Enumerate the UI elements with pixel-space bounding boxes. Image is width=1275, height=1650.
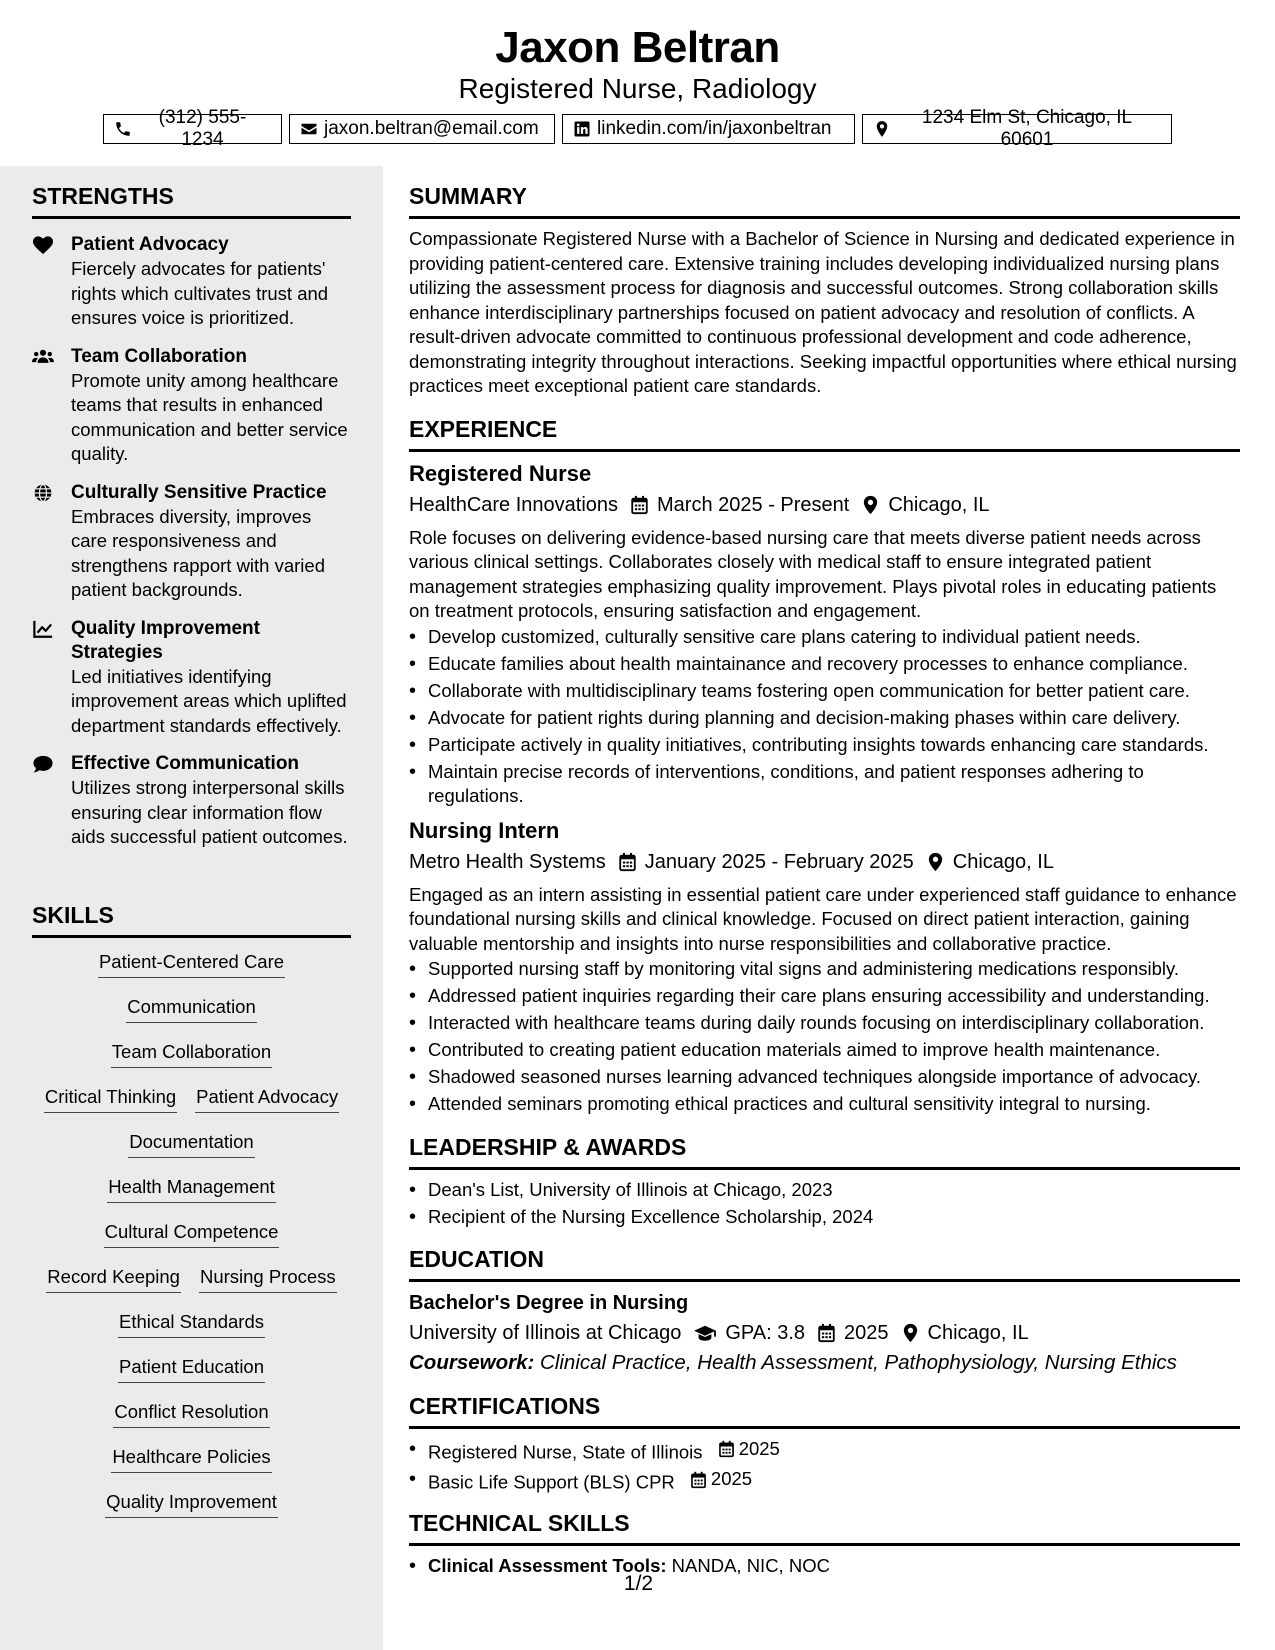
- job-company: Metro Health Systems: [409, 850, 606, 873]
- skill-tag: Patient Education: [118, 1355, 265, 1383]
- strength-desc: Led initiatives identifying improvement areas which uplifted department standards effectively.: [71, 665, 347, 736]
- graduation-year: 2025: [844, 1322, 889, 1344]
- skill-tag: Conflict Resolution: [113, 1400, 269, 1428]
- job-bullet: • Addressed patient inquiries regarding their care plans ensuring accessibility and understanding.: [409, 984, 1240, 1009]
- summary-section: [409, 182, 1240, 399]
- strength-title: Patient Advocacy: [71, 234, 229, 255]
- strengths-section: [32, 182, 351, 850]
- contact-bar: [0, 107, 1275, 150]
- skill-tag: Patient-Centered Care: [98, 950, 285, 978]
- skill-tag: Communication: [126, 995, 257, 1023]
- calendar-icon: [618, 852, 637, 872]
- coursework-label: Coursework:: [409, 1351, 535, 1374]
- certification-year: 2025: [738, 1438, 780, 1459]
- job-title: Registered Nurse: [409, 460, 592, 486]
- job-bullet: • Educate families about health maintainance and recovery processes to enhance compliance.: [409, 652, 1240, 677]
- job-entry: [409, 817, 1240, 1117]
- certification-item: [409, 1467, 1240, 1495]
- globe-icon: [32, 483, 54, 503]
- job-meta: [409, 847, 1240, 877]
- skill-tag: Health Management: [107, 1175, 276, 1203]
- skill-tag: Ethical Standards: [118, 1310, 265, 1338]
- job-bullet: • Develop customized, culturally sensitive care plans catering to individual patient needs.: [409, 625, 1240, 650]
- skills-list: [32, 950, 351, 1535]
- job-bullet: • Advocate for patient rights during planning and decision-making phases within care delivery.: [409, 706, 1240, 731]
- job-bullet: • Shadowed seasoned nurses learning advanced techniques alongside importance of advocacy.: [409, 1065, 1240, 1090]
- skill-tag: Nursing Process: [199, 1265, 337, 1293]
- certifications-section: [409, 1392, 1240, 1495]
- address-text: 1234 Elm St, Chicago, IL 60601: [921, 107, 1133, 150]
- page-number-text: 1/2: [623, 1572, 654, 1595]
- graduation-cap-icon: [693, 1323, 717, 1343]
- map-pin-icon: [861, 495, 880, 515]
- technical-skills-section: [409, 1509, 1240, 1579]
- skill-tag: Team Collaboration: [111, 1040, 272, 1068]
- contact-email[interactable]: [289, 114, 555, 144]
- calendar-icon: [817, 1323, 836, 1343]
- education-heading: EDUCATION: [409, 1245, 1240, 1282]
- calendar-icon: [690, 1471, 707, 1489]
- contact-address[interactable]: [862, 107, 1172, 150]
- skill-tag: Patient Advocacy: [195, 1085, 339, 1113]
- skill-tag: Critical Thinking: [44, 1085, 177, 1113]
- skill-tag: Healthcare Policies: [111, 1445, 271, 1473]
- resume-header: [0, 0, 1275, 166]
- strength-title: Team Collaboration: [71, 345, 247, 367]
- job-bullet: • Supported nursing staff by monitoring vital signs and administering medications responsibly.: [409, 957, 1240, 982]
- technical-skill-label: Clinical Assessment Tools:: [428, 1555, 667, 1576]
- leadership-section: [409, 1133, 1240, 1230]
- candidate-title: Registered Nurse, Radiology: [458, 73, 817, 104]
- certification-name: Basic Life Support (BLS) CPR: [428, 1471, 675, 1493]
- contact-phone[interactable]: [103, 107, 282, 150]
- job-meta: [409, 490, 1240, 520]
- certification-year: 2025: [710, 1468, 753, 1490]
- map-pin-icon: [901, 1323, 920, 1343]
- strength-item: [32, 617, 351, 739]
- users-icon: [32, 347, 54, 367]
- job-bullet: • Collaborate with multidisciplinary teams fostering open communication for better patient care.: [409, 679, 1240, 704]
- skill-tag: Cultural Competence: [104, 1220, 280, 1248]
- candidate-name: Jaxon Beltran: [495, 23, 780, 72]
- job-location: Chicago, IL: [888, 493, 990, 516]
- leadership-item: • Recipient of the Nursing Excellence Scholarship, 2024: [409, 1205, 1240, 1230]
- strength-desc: Utilizes strong interpersonal skills ensuring clear information flow aids successful patient outcomes.: [71, 777, 348, 847]
- job-bullet: • Contributed to creating patient education materials aimed to improve health maintenance.: [409, 1038, 1240, 1063]
- map-pin-icon: [926, 852, 945, 872]
- envelope-icon: [300, 120, 318, 138]
- skill-tag: Quality Improvement: [105, 1490, 278, 1518]
- contact-linkedin[interactable]: [562, 114, 855, 144]
- job-company: HealthCare Innovations: [409, 493, 619, 516]
- coursework: [409, 1348, 1240, 1378]
- skills-section: [32, 901, 351, 1535]
- phone-icon: [114, 120, 132, 138]
- map-pin-icon: [873, 120, 891, 138]
- strength-item: [32, 233, 351, 331]
- job-location: Chicago, IL: [952, 850, 1054, 873]
- strength-item: [32, 345, 351, 467]
- strength-desc: Promote unity among healthcare teams that results in enhanced communication and better service quality.: [71, 369, 348, 464]
- experience-heading: EXPERIENCE: [409, 415, 1240, 452]
- job-bullets: [409, 957, 1240, 1117]
- strength-item: [32, 752, 351, 850]
- job-description: Engaged as an intern assisting in essential patient care under experienced staff guidance to enhance foundational nursing skills and clinical knowledge. Focused on direct patient interaction, gaining valuable mentorship and insights into nurse responsibilities and collaborative practice.: [409, 883, 1237, 954]
- phone-text: (312) 555-1234: [158, 107, 247, 150]
- summary-text: Compassionate Registered Nurse with a Bachelor of Science in Nursing and dedicated experience in providing patient-centered care. Extensive training includes developing individualized nursing plans utilizing the assessment process for diagnosis and successful outcomes. Strong collaboration skills enhance interdisciplinary partnerships focused on patient advocacy and resolution of conflicts. A result-driven advocate committed to continuous professional development and code adherence, demonstrating integrity throughout interactions. Seeking impactful opportunities where ethical nursing practices meet exceptional patient care standards.: [409, 228, 1237, 396]
- job-description: Role focuses on delivering evidence-based nursing care that meets diverse patient needs across various clinical settings. Collaborates closely with medical staff to ensure integrated patient management strategies emphasizing quality improvement. Plays pivotal roles in educating patients on treatment protocols, ensuring satisfaction and engagement.: [409, 526, 1217, 621]
- skills-heading: SKILLS: [32, 901, 351, 938]
- technical-skill-value: NANDA, NIC, NOC: [671, 1555, 830, 1576]
- calendar-icon: [630, 495, 649, 515]
- certification-name: Registered Nurse, State of Illinois: [428, 1441, 703, 1463]
- main-column: [409, 166, 1240, 1581]
- education-section: [409, 1245, 1240, 1378]
- strength-title: Effective Communication: [71, 753, 300, 774]
- strength-title: Culturally Sensitive Practice: [71, 481, 327, 503]
- job-bullet: • Attended seminars promoting ethical practices and cultural sensitivity integral to nursing.: [409, 1092, 1240, 1117]
- strength-desc: Fiercely advocates for patients' rights which cultivates trust and ensures voice is prioritized.: [71, 258, 329, 328]
- linkedin-text: linkedin.com/in/jaxonbeltran: [597, 118, 832, 139]
- technical-skills-heading: TECHNICAL SKILLS: [409, 1509, 1240, 1546]
- linkedin-icon: [573, 120, 591, 138]
- job-bullet: • Interacted with healthcare teams during daily rounds focusing on interdisciplinary collaboration.: [409, 1011, 1240, 1036]
- school-location: Chicago, IL: [927, 1322, 1029, 1344]
- job-bullets: [409, 625, 1240, 809]
- coursework-list: Clinical Practice, Health Assessment, Pathophysiology, Nursing Ethics: [540, 1351, 1177, 1374]
- strengths-heading: STRENGTHS: [32, 182, 351, 219]
- education-meta: [409, 1318, 1240, 1348]
- certifications-list: [409, 1437, 1240, 1495]
- strength-desc: Embraces diversity, improves care responsiveness and strengthens rapport with varied patient backgrounds.: [71, 505, 325, 600]
- comment-icon: [32, 754, 54, 774]
- skill-tag: Documentation: [128, 1130, 254, 1158]
- chart-line-icon: [32, 619, 54, 639]
- strength-title: Quality Improvement Strategies: [71, 617, 260, 663]
- certifications-heading: CERTIFICATIONS: [409, 1392, 1240, 1429]
- heart-icon: [32, 235, 54, 255]
- job-bullet: • Participate actively in quality initiatives, contributing insights towards enhancing care standards.: [409, 733, 1240, 758]
- gpa: GPA: 3.8: [725, 1322, 806, 1344]
- email-text: jaxon.beltran@email.com: [324, 118, 539, 139]
- summary-heading: SUMMARY: [409, 182, 1240, 219]
- strength-item: [32, 481, 351, 603]
- job-dates: March 2025 - Present: [657, 493, 850, 516]
- job-title: Nursing Intern: [409, 817, 560, 843]
- leadership-item: • Dean's List, University of Illinois at Chicago, 2023: [409, 1178, 1240, 1203]
- skill-tag: Record Keeping: [46, 1265, 181, 1293]
- certification-item: [409, 1437, 1240, 1465]
- calendar-icon: [718, 1440, 735, 1458]
- leadership-list: [409, 1178, 1240, 1230]
- school-name: University of Illinois at Chicago: [409, 1322, 682, 1344]
- job-dates: January 2025 - February 2025: [644, 850, 914, 873]
- experience-section: [409, 415, 1240, 1117]
- page-number: [0, 1572, 1275, 1596]
- degree-title: Bachelor's Degree in Nursing: [409, 1292, 689, 1314]
- job-bullet: • Maintain precise records of interventions, conditions, and patient responses adhering to regulations.: [409, 760, 1240, 809]
- sidebar: [0, 166, 383, 1650]
- leadership-heading: LEADERSHIP & AWARDS: [409, 1133, 1240, 1170]
- job-entry: [409, 460, 1240, 809]
